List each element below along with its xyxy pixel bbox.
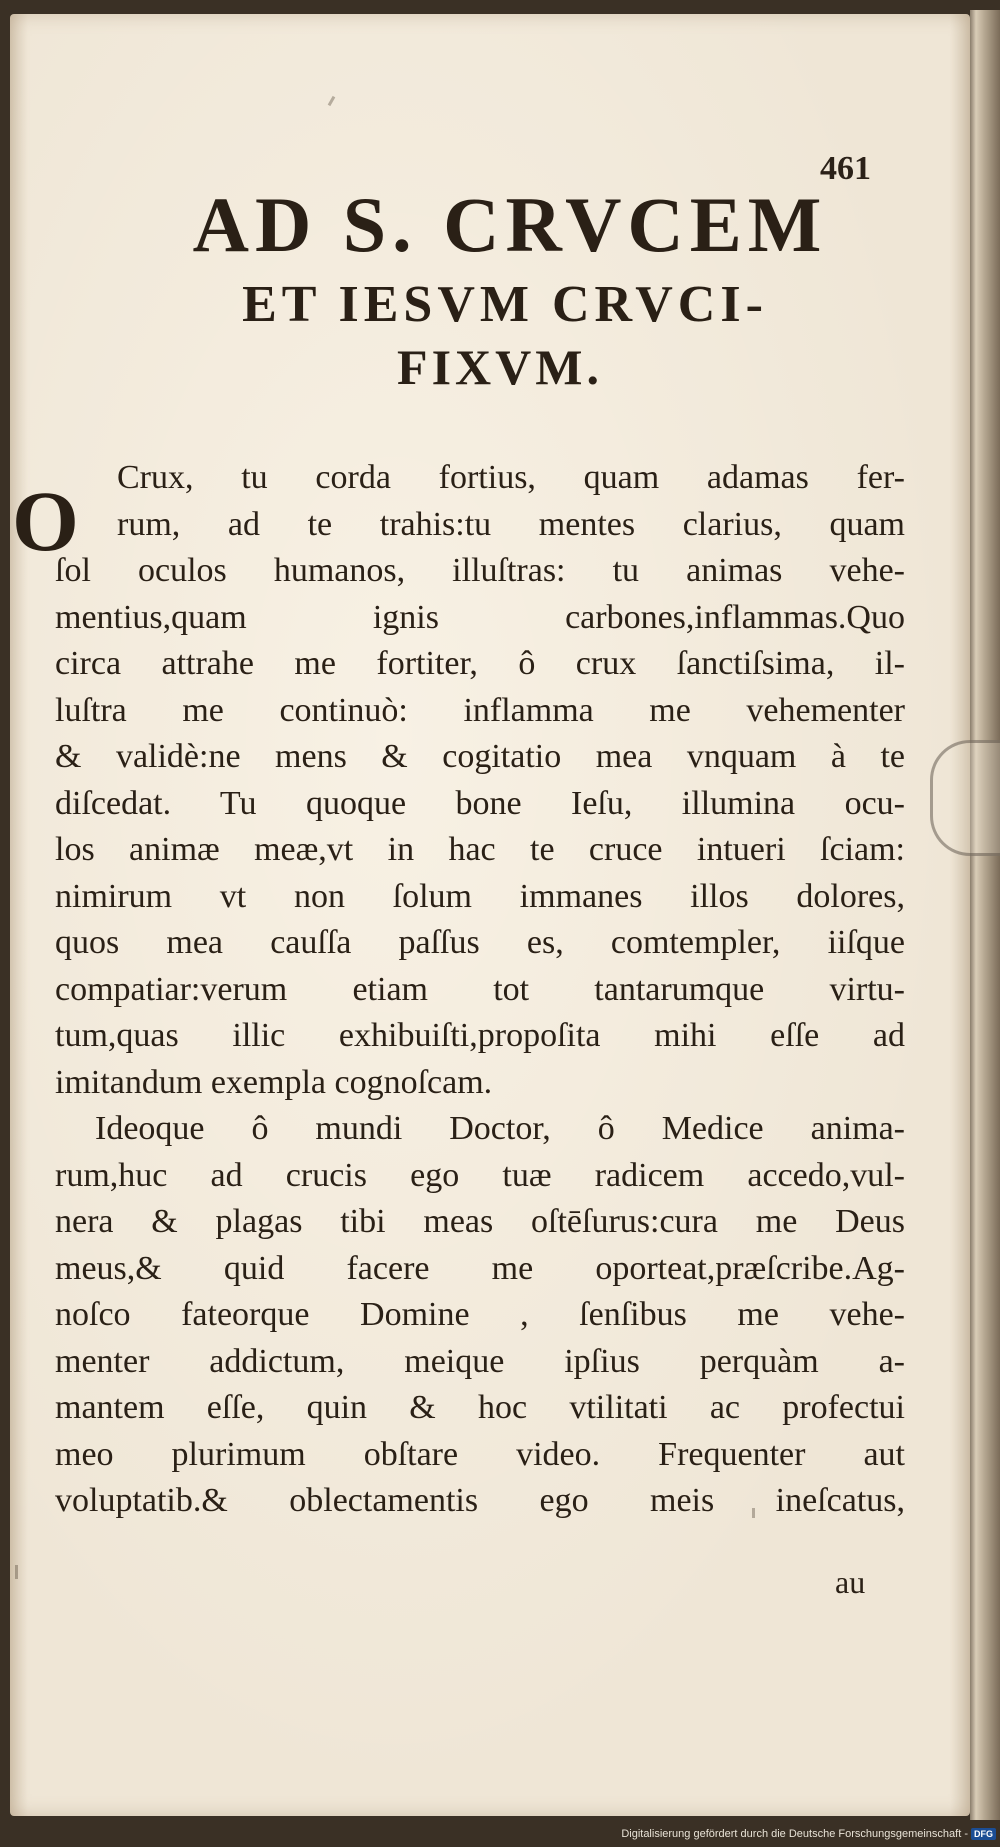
text-line: ſol oculos humanos, illuſtras: tu animas vehe- [55, 552, 905, 589]
text-line: tum,quas illic exhibuiſti,propoſita mihi eſſe ad [55, 1017, 905, 1054]
text-line: mentius,quam ignis carbones,inflammas.Quo [55, 598, 905, 636]
text-line: meo plurimum obſtare video. Frequenter aut [55, 1435, 905, 1473]
catchword: au [835, 1564, 866, 1600]
text-line: Crux, tu corda fortius, quam adamas fer- [117, 459, 905, 496]
digitization-credit [621, 1828, 996, 1840]
credit-text: Digitalisierung gefördert durch die Deutsche Forschungsgemeinschaft - [621, 1828, 968, 1840]
book-edge [970, 10, 1000, 1820]
ink-speck [15, 1565, 18, 1579]
folio-number: 461 [820, 150, 871, 187]
text-line: meus,& quid facere me oporteat,præſcribe.Ag- [55, 1249, 905, 1287]
text-line: rum, ad te trahis:tu mentes clarius, quam [117, 505, 905, 543]
text-line: menter addictum, meique ipſius perquàm a- [55, 1342, 905, 1380]
text-line: compatiar:verum etiam tot tantarumque virtu- [55, 970, 905, 1008]
text-line: mantem eſſe, quin & hoc vtilitati ac profectui [55, 1389, 905, 1426]
text-line: luſtra me continuò: inflamma me vehementer [55, 691, 905, 729]
text-line: diſcedat. Tu quoque bone Ieſu, illumina ocu- [55, 784, 905, 822]
body-text [55, 455, 905, 1525]
text-line: Ideoque ô mundi Doctor, ô Medice anima- [95, 1110, 905, 1147]
dfg-logo: DFG [971, 1828, 996, 1840]
text-line: circa attrahe me fortiter, ô crux ſanctiſsima, il- [55, 645, 905, 682]
text-line: nimirum vt non ſolum immanes illos dolores, [55, 877, 905, 915]
page-clip [930, 740, 1000, 856]
text-line: los animæ meæ,vt in hac te cruce intueri ſciam: [55, 831, 905, 868]
title-line-1: AD S. CRVCEM [192, 181, 828, 268]
text-line: & validè:ne mens & cogitatio mea vnquam à te [55, 738, 905, 775]
drop-capital: O [12, 473, 79, 569]
text-line: nera & plagas tibi meas oſtēſurus:cura me Deus [55, 1203, 905, 1240]
title-line-2: ET IESVM CRVCI- [242, 276, 768, 333]
text-line: noſco fateorque Domine , ſenſibus me vehe- [55, 1296, 905, 1333]
text-line: voluptatib.& oblectamentis ego meis ineſcatus, [55, 1482, 905, 1519]
title-line-3: FIXVM. [397, 339, 603, 395]
text-line: quos mea cauſſa paſſus es, comtempler, iiſque [55, 924, 905, 961]
text-line: rum,huc ad crucis ego tuæ radicem accedo,vul- [55, 1156, 905, 1194]
text-line: imitandum exempla cognoſcam. [55, 1063, 493, 1101]
